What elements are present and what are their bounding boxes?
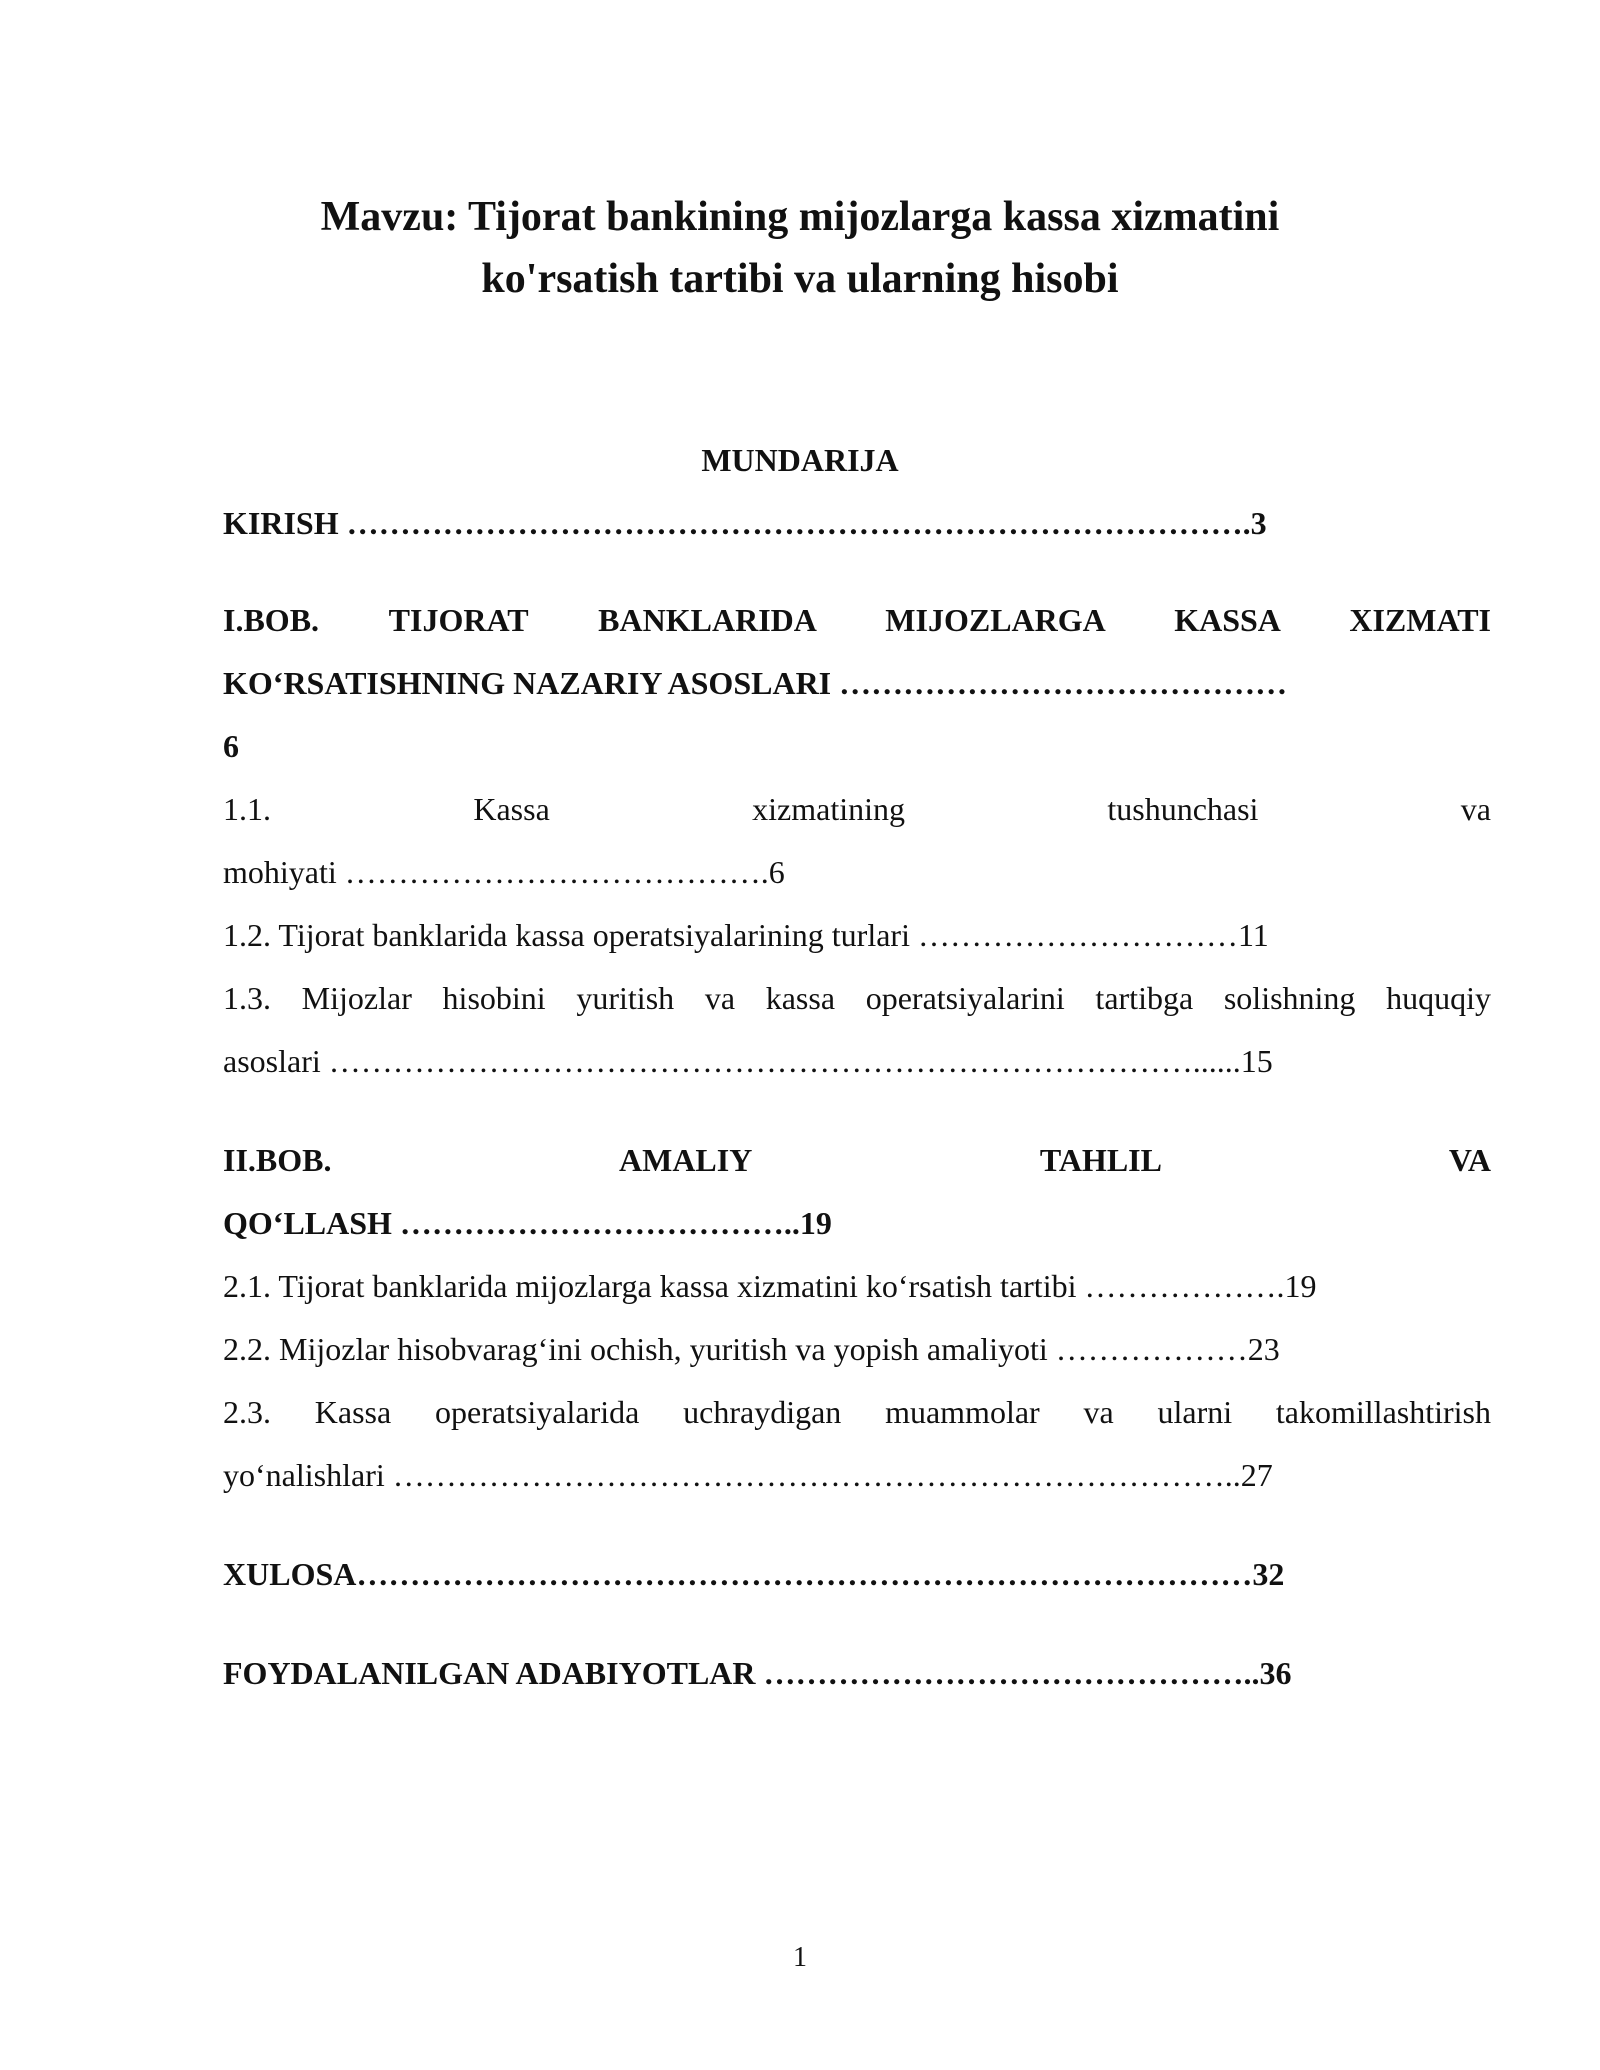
- toc-entry-bob1-line1: I.BOB. TIJORAT BANKLARIDA MIJOZLARGA KASSA XIZMATI: [223, 602, 1491, 638]
- toc-heading: MUNDARIJA: [701, 442, 899, 478]
- toc-entry-1-1-line2: mohiyati ………………………………….6: [223, 854, 785, 890]
- toc-entry-bob2-line2: QO‘LLASH ………………………………..19: [223, 1205, 832, 1241]
- toc-entry-1-2: 1.2. Tijorat banklarida kassa operatsiyalarining turlari …………………………11: [223, 917, 1269, 953]
- toc-entry-bob1-page: 6: [223, 728, 239, 764]
- toc-entry-bob1-line2: KO‘RSATISHNING NAZARIY ASOSLARI ……………………………………: [223, 665, 1288, 701]
- toc-entry-kirish: KIRISH ………………………………………………………………………….3: [223, 505, 1267, 541]
- toc-entry-xulosa: XULOSA…………………………………………………………………………32: [223, 1556, 1285, 1592]
- page-title: [0, 186, 1600, 310]
- toc-entry-adabiyotlar: FOYDALANILGAN ADABIYOTLAR ………………………………………..36: [223, 1655, 1292, 1691]
- toc-entry-2-3-line1: 2.3. Kassa operatsiyalarida uchraydigan muammolar va ularni takomillashtirish: [223, 1394, 1491, 1430]
- toc-entry-2-1: 2.1. Tijorat banklarida mijozlarga kassa xizmatini ko‘rsatish tartibi ……………….19: [223, 1268, 1317, 1304]
- toc-entry-1-3-line1: 1.3. Mijozlar hisobini yuritish va kassa operatsiyalarini tartibga solishning huquqiy: [223, 980, 1491, 1016]
- toc-entry-2-2: 2.2. Mijozlar hisobvarag‘ini ochish, yuritish va yopish amaliyoti ………………23: [223, 1331, 1280, 1367]
- toc-entry-2-3-line2: yo‘nalishlari ……………………………………………………………………..27: [223, 1457, 1273, 1493]
- toc-entry-1-3-line2: asoslari ………………………………………………………………………......15: [223, 1043, 1273, 1079]
- page-number: 1: [793, 1942, 807, 1973]
- title-line-1: Mavzu: Tijorat bankining mijozlarga kassa xizmatini: [320, 194, 1280, 240]
- toc-entry-bob2-line1: II.BOB. AMALIY TAHLIL VA: [223, 1142, 1491, 1178]
- title-line-2: ko'rsatish tartibi va ularning hisobi: [481, 256, 1119, 302]
- toc-entry-1-1-line1: 1.1. Kassa xizmatining tushunchasi va: [223, 791, 1491, 827]
